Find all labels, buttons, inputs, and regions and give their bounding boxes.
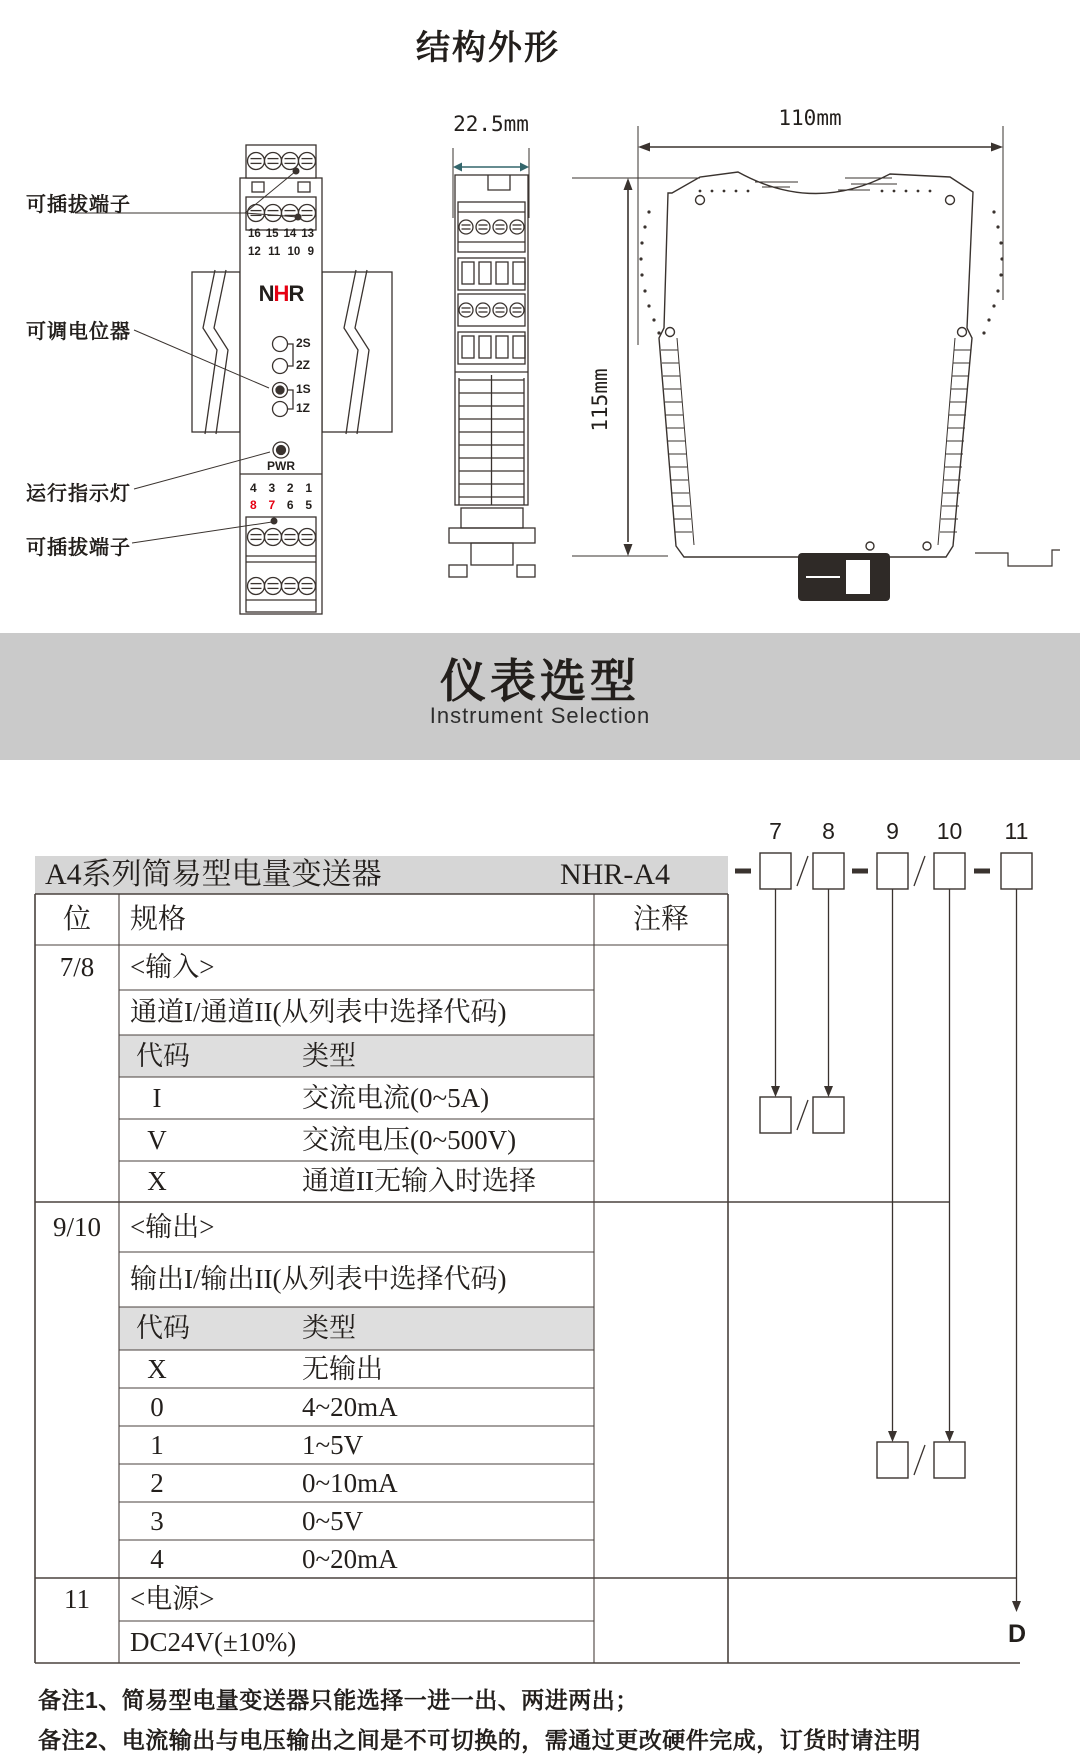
output-code-0: X: [147, 1354, 167, 1384]
dim-width-label: 22.5mm: [453, 112, 529, 136]
label-run-indicator: 运行指示灯: [26, 483, 131, 505]
col-header-note: 注释: [632, 904, 689, 935]
top-view: [449, 175, 535, 577]
terminal-numbers-bottom-row1: 4 3 2 1: [250, 481, 312, 495]
output-type-0: 无输出: [302, 1354, 383, 1384]
digit-label-9: 9: [886, 818, 899, 844]
output-code-2: 1: [150, 1430, 164, 1460]
output-type-2: 1~5V: [302, 1430, 364, 1460]
din-rail-right-icon: [322, 270, 392, 434]
section-structure-title: 结构外形: [416, 29, 560, 67]
power-code-letter: D: [1007, 1620, 1027, 1648]
dimension-22-5: [453, 148, 529, 218]
output-code-3: 2: [150, 1468, 164, 1498]
pos-11: 11: [64, 1584, 90, 1614]
dim-depth-label: 110mm: [778, 106, 842, 130]
pot-label-1z: 1Z: [296, 401, 311, 415]
output-code-header: 代码: [136, 1313, 190, 1343]
group-input: <输入>: [130, 952, 215, 982]
output-type-5: 0~20mA: [302, 1544, 398, 1574]
input-type-0: 交流电流(0~5A): [302, 1083, 490, 1113]
pot-label-2s: 2S: [296, 336, 311, 350]
input-type-1: 交流电压(0~500V): [302, 1125, 517, 1155]
dotted-arcs: [639, 210, 1003, 334]
terminal-numbers-top-row1: 16 15 14 13: [248, 228, 314, 240]
vent-band-left: [661, 338, 694, 545]
desc-output: 输出I/输出II(从列表中选择代码): [130, 1264, 507, 1294]
input-code-2: X: [147, 1166, 167, 1196]
group-output: <输出>: [130, 1212, 215, 1242]
output-code-5: 4: [150, 1544, 164, 1574]
output-type-1: 4~20mA: [302, 1392, 398, 1422]
side-view: [639, 172, 1060, 601]
dim-height-label: 115mm: [588, 368, 612, 432]
front-view: [192, 145, 392, 614]
din-rail-left-icon: [192, 270, 240, 434]
pos-7-8: 7/8: [59, 952, 95, 982]
input-code-0: I: [152, 1083, 162, 1113]
terminal-numbers-bottom-row2: 8 7 6 5: [250, 498, 312, 512]
pot-label-2z: 2Z: [296, 358, 311, 372]
model-prefix: NHR-A4: [560, 858, 670, 891]
output-type-header: 类型: [302, 1313, 356, 1343]
pos-9-10: 9/10: [52, 1212, 101, 1242]
pwr-label: PWR: [267, 459, 295, 473]
terminal-numbers-top-row2: 12 11 10 9: [248, 246, 314, 258]
output-code-4: 3: [150, 1506, 164, 1536]
label-pluggable-terminal-bottom: 可插拔端子: [26, 537, 131, 559]
section-selection-subtitle: Instrument Selection: [429, 703, 651, 728]
label-pluggable-terminal-top: 可插拔端子: [26, 194, 131, 216]
rail-hook: [975, 550, 1060, 566]
digit-label-11: 11: [1004, 818, 1029, 844]
dimension-110: [638, 126, 1003, 345]
product-title: A4系列简易型电量变送器: [45, 858, 382, 891]
label-adjustable-potentiometer: 可调电位器: [26, 321, 131, 343]
input-code-1: V: [147, 1125, 167, 1155]
din-clip-icon: [798, 553, 890, 601]
input-code-header: 代码: [136, 1041, 190, 1071]
top-face-dots: [699, 190, 932, 193]
desc-power: DC24V(±10%): [130, 1627, 297, 1657]
vent-band-right: [938, 338, 971, 545]
digit-label-10: 10: [936, 818, 963, 844]
pot-label-1s: 1S: [296, 382, 311, 396]
section-selection-title: 仪表选型: [440, 655, 640, 707]
output-type-4: 0~5V: [302, 1506, 364, 1536]
bottom-terminal-block-icon: [246, 517, 316, 612]
digit-label-8: 8: [822, 818, 835, 844]
digit-label-7: 7: [769, 818, 782, 844]
note-1: 备注1、简易型电量变送器只能选择一进一出、两进两出；: [38, 1687, 639, 1713]
note-2: 备注2、电流输出与电压输出之间是不可切换的，需通过更改硬件完成，订货时请注明: [38, 1727, 921, 1753]
order-code-diagram: [735, 853, 1032, 1612]
input-type-2: 通道II无输入时选择: [302, 1166, 536, 1196]
col-header-spec: 规格: [130, 904, 187, 935]
group-power: <电源>: [130, 1584, 215, 1614]
col-header-pos: 位: [62, 904, 91, 935]
output-type-3: 0~10mA: [302, 1468, 398, 1498]
input-type-header: 类型: [302, 1041, 356, 1071]
output-code-1: 0: [150, 1392, 164, 1422]
nhr-logo: NHR: [258, 281, 304, 306]
desc-input: 通道I/通道II(从列表中选择代码): [130, 997, 507, 1027]
